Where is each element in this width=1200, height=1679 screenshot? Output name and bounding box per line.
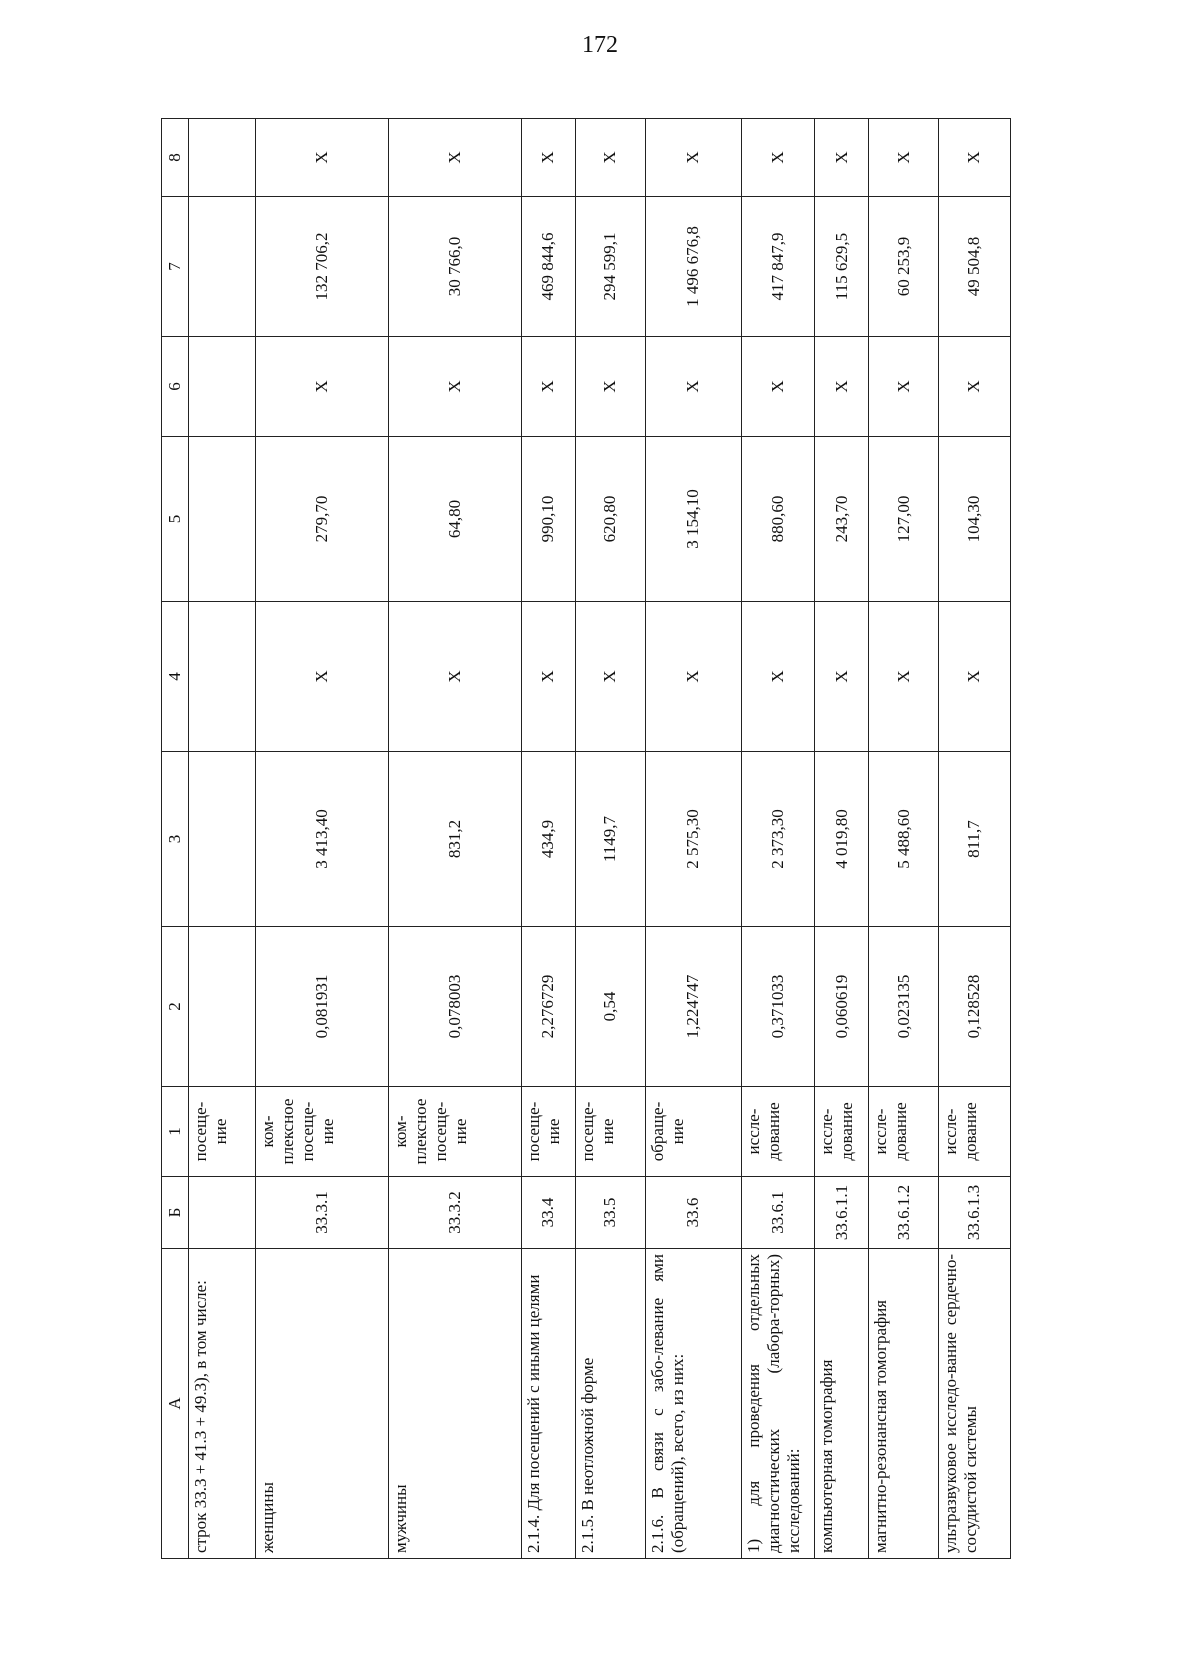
value-cell: X bbox=[521, 337, 575, 437]
value-cell: X bbox=[521, 602, 575, 752]
row-code-cell: 33.5 bbox=[575, 1177, 645, 1249]
value-cell: X bbox=[938, 337, 1010, 437]
value-cell: X bbox=[742, 602, 815, 752]
value-cell: X bbox=[869, 337, 939, 437]
row-label-cell: ультразвуковое исследо-вание сердечно-сосудистой системы bbox=[938, 1249, 1010, 1559]
value-cell: X bbox=[521, 119, 575, 197]
table-row bbox=[938, 119, 1010, 1559]
table-row bbox=[575, 119, 645, 1559]
value-cell bbox=[189, 197, 256, 337]
value-cell: 243,70 bbox=[815, 437, 869, 602]
unit-cell: посеще- ние bbox=[189, 1087, 256, 1177]
row-label-cell: 2.1.4. Для посещений с иными целями bbox=[521, 1249, 575, 1559]
value-cell: 0,54 bbox=[575, 927, 645, 1087]
value-cell: X bbox=[815, 337, 869, 437]
value-cell: X bbox=[256, 337, 389, 437]
table-header-row bbox=[162, 119, 189, 1559]
value-cell: X bbox=[645, 337, 742, 437]
row-code-cell: 33.6 bbox=[645, 1177, 742, 1249]
value-cell: 880,60 bbox=[742, 437, 815, 602]
value-cell: X bbox=[938, 119, 1010, 197]
unit-cell: иссле- дование bbox=[938, 1087, 1010, 1177]
value-cell: 0,128528 bbox=[938, 927, 1010, 1087]
value-cell: 279,70 bbox=[256, 437, 389, 602]
unit-cell: иссле- дование bbox=[815, 1087, 869, 1177]
value-cell bbox=[189, 602, 256, 752]
value-cell: 115 629,5 bbox=[815, 197, 869, 337]
table-row bbox=[256, 119, 389, 1559]
table-row bbox=[869, 119, 939, 1559]
value-cell: 2 373,30 bbox=[742, 752, 815, 927]
table-row bbox=[742, 119, 815, 1559]
value-cell: 132 706,2 bbox=[256, 197, 389, 337]
value-cell: 60 253,9 bbox=[869, 197, 939, 337]
value-cell: 990,10 bbox=[521, 437, 575, 602]
row-code-cell: 33.4 bbox=[521, 1177, 575, 1249]
value-cell: 434,9 bbox=[521, 752, 575, 927]
tariff-table bbox=[161, 118, 1011, 1559]
page-number: 172 bbox=[582, 32, 618, 58]
value-cell: X bbox=[869, 602, 939, 752]
value-cell bbox=[189, 119, 256, 197]
row-code-cell: 33.6.1.1 bbox=[815, 1177, 869, 1249]
unit-cell: ком- плексное посеще- ние bbox=[256, 1087, 389, 1177]
value-cell: 2 575,30 bbox=[645, 752, 742, 927]
rotated-table-container bbox=[161, 119, 1011, 1559]
row-label-cell: 2.1.6. В связи с забо-левание ями (обращений), всего, из них: bbox=[645, 1249, 742, 1559]
value-cell: 831,2 bbox=[389, 752, 522, 927]
row-label-cell: мужчины bbox=[389, 1249, 522, 1559]
value-cell: 49 504,8 bbox=[938, 197, 1010, 337]
table-row bbox=[521, 119, 575, 1559]
value-cell bbox=[189, 437, 256, 602]
row-label-cell: компьютерная томография bbox=[815, 1249, 869, 1559]
value-cell: 127,00 bbox=[869, 437, 939, 602]
value-cell: 0,060619 bbox=[815, 927, 869, 1087]
table-row bbox=[389, 119, 522, 1559]
value-cell: 104,30 bbox=[938, 437, 1010, 602]
value-cell: X bbox=[389, 337, 522, 437]
value-cell: X bbox=[575, 119, 645, 197]
value-cell: X bbox=[389, 119, 522, 197]
row-label-cell: женщины bbox=[256, 1249, 389, 1559]
row-label-cell: строк 33.3 + 41.3 + 49.3), в том числе: bbox=[189, 1249, 256, 1559]
value-cell: X bbox=[742, 337, 815, 437]
value-cell: 5 488,60 bbox=[869, 752, 939, 927]
table-row bbox=[645, 119, 742, 1559]
column-header: 7 bbox=[162, 197, 189, 337]
value-cell bbox=[189, 337, 256, 437]
value-cell: X bbox=[869, 119, 939, 197]
value-cell: X bbox=[742, 119, 815, 197]
table-row bbox=[815, 119, 869, 1559]
value-cell: X bbox=[389, 602, 522, 752]
column-header: 2 bbox=[162, 927, 189, 1087]
value-cell: 64,80 bbox=[389, 437, 522, 602]
value-cell: 0,371033 bbox=[742, 927, 815, 1087]
row-code-cell: 33.6.1.2 bbox=[869, 1177, 939, 1249]
value-cell: 2,276729 bbox=[521, 927, 575, 1087]
value-cell: 0,081931 bbox=[256, 927, 389, 1087]
unit-cell: посеще- ние bbox=[575, 1087, 645, 1177]
table-row bbox=[189, 119, 256, 1559]
row-label-cell: 2.1.5. В неотложной форме bbox=[575, 1249, 645, 1559]
column-header: 3 bbox=[162, 752, 189, 927]
value-cell: 0,023135 bbox=[869, 927, 939, 1087]
value-cell: X bbox=[575, 602, 645, 752]
value-cell: X bbox=[575, 337, 645, 437]
row-code-cell: 33.6.1 bbox=[742, 1177, 815, 1249]
value-cell bbox=[189, 927, 256, 1087]
column-header: 6 bbox=[162, 337, 189, 437]
value-cell: X bbox=[815, 602, 869, 752]
value-cell: 620,80 bbox=[575, 437, 645, 602]
value-cell: X bbox=[256, 602, 389, 752]
row-label-cell: 1) для проведения отдельных диагностических (лабора-торных) исследований: bbox=[742, 1249, 815, 1559]
value-cell: 1,224747 bbox=[645, 927, 742, 1087]
value-cell: 417 847,9 bbox=[742, 197, 815, 337]
column-header: 8 bbox=[162, 119, 189, 197]
column-header: Б bbox=[162, 1177, 189, 1249]
unit-cell: иссле- дование bbox=[742, 1087, 815, 1177]
value-cell: X bbox=[938, 602, 1010, 752]
row-label-cell: магнитно-резонансная томография bbox=[869, 1249, 939, 1559]
value-cell: 3 413,40 bbox=[256, 752, 389, 927]
value-cell: 0,078003 bbox=[389, 927, 522, 1087]
value-cell: 294 599,1 bbox=[575, 197, 645, 337]
row-code-cell: 33.3.2 bbox=[389, 1177, 522, 1249]
unit-cell: иссле- дование bbox=[869, 1087, 939, 1177]
value-cell: 1149,7 bbox=[575, 752, 645, 927]
value-cell: 811,7 bbox=[938, 752, 1010, 927]
value-cell: X bbox=[256, 119, 389, 197]
unit-cell: посеще- ние bbox=[521, 1087, 575, 1177]
row-code-cell: 33.6.1.3 bbox=[938, 1177, 1010, 1249]
value-cell: X bbox=[815, 119, 869, 197]
column-header: 1 bbox=[162, 1087, 189, 1177]
value-cell: 30 766,0 bbox=[389, 197, 522, 337]
row-code-cell: 33.3.1 bbox=[256, 1177, 389, 1249]
column-header: 5 bbox=[162, 437, 189, 602]
value-cell bbox=[189, 752, 256, 927]
unit-cell: ком- плексное посеще- ние bbox=[389, 1087, 522, 1177]
row-code-cell bbox=[189, 1177, 256, 1249]
value-cell: X bbox=[645, 602, 742, 752]
unit-cell: обраще- ние bbox=[645, 1087, 742, 1177]
column-header: А bbox=[162, 1249, 189, 1559]
column-header: 4 bbox=[162, 602, 189, 752]
value-cell: 469 844,6 bbox=[521, 197, 575, 337]
value-cell: 1 496 676,8 bbox=[645, 197, 742, 337]
value-cell: 4 019,80 bbox=[815, 752, 869, 927]
value-cell: X bbox=[645, 119, 742, 197]
value-cell: 3 154,10 bbox=[645, 437, 742, 602]
